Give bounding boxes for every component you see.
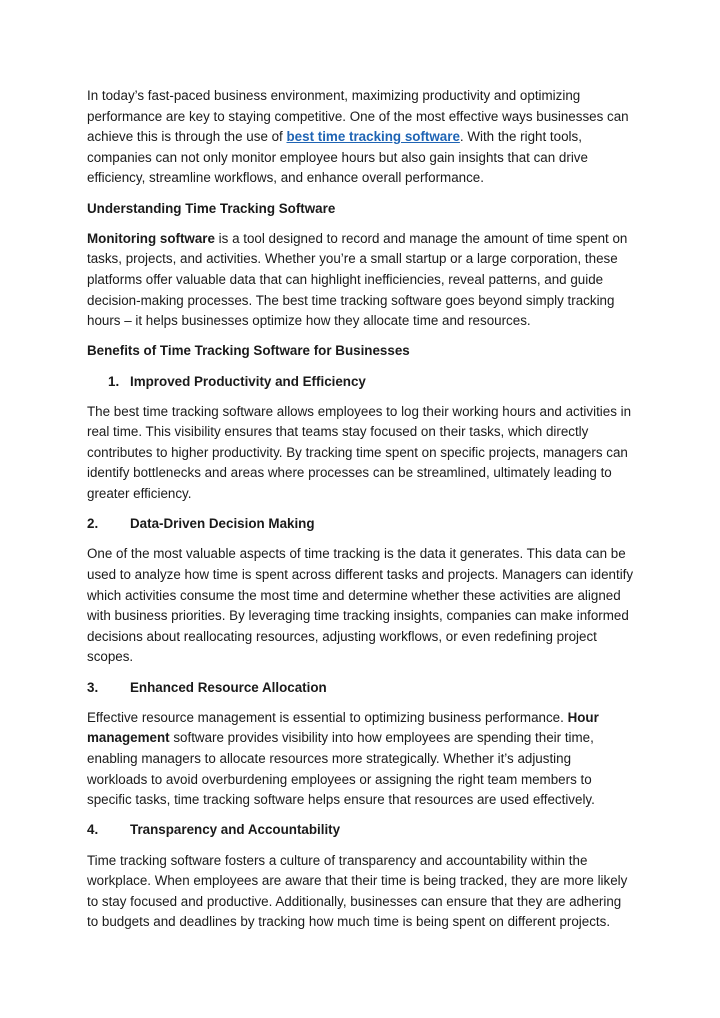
hour-management-term: Hour management [87,709,599,746]
benefit-3-text-start: Effective resource management is essential to optimizing business performance. [87,709,568,725]
list-number: 2. [87,516,99,532]
benefit-item-3-heading [87,678,635,699]
benefit-item-1-heading [87,372,635,393]
benefit-title: Transparency and Accountability [130,822,341,838]
benefit-3-text-end: software provides visibility into how employees are spending their time, enabling managers to allocate resources more strategically. Whether it’s adjusting workloads to avoid overburdening employees or assigning the right team members to specific tasks, time tracking software helps ensure that resources are used effectively. [87,730,595,808]
benefit-2-body: One of the most valuable aspects of time tracking is the data it generates. This data can be used to analyze how time is spent across different tasks and projects. Managers can identify which activities consume the most time and determine whether these activities are aligned with business priorities. By leveraging time tracking insights, companies can make informed decisions about reallocating resources, adjusting workflows, or even redefining project scopes. [87,546,634,665]
monitoring-software-term: Monitoring software [87,230,215,246]
benefit-item-4-heading [87,820,635,841]
intro-text-end: . With the right tools, companies can not only monitor employee hours but also gain insights that can drive efficiency, streamline workflows, and enhance overall performance. [87,129,588,186]
benefit-4-body: Time tracking software fosters a culture of transparency and accountability within the workplace. When employees are aware that their time is being tracked, they are more likely to stay focused and productive. Additionally, businesses can ensure that they are adhering to budgets and deadlines by tracking how much time is being spent on different projects. [87,852,628,930]
section-heading-benefits: Benefits of Time Tracking Software for Businesses [87,343,410,359]
benefit-title: Enhanced Resource Allocation [130,679,327,695]
benefit-3-body [87,708,635,811]
best-time-tracking-software-link[interactable]: best time tracking software [286,129,460,145]
list-number: 1. [108,373,120,389]
section-heading-understanding: Understanding Time Tracking Software [87,200,336,216]
benefit-title: Improved Productivity and Efficiency [130,373,366,389]
benefit-1-body: The best time tracking software allows employees to log their working hours and activities in real time. This visibility ensures that teams stay focused on their tasks, which directly contributes to higher productivity. By tracking time spent on specific projects, managers can identify bottlenecks and areas where processes can be streamlined, ultimately leading to greater efficiency. [87,403,632,502]
list-number: 3. [87,679,99,695]
benefit-item-2-heading [87,514,635,535]
monitoring-paragraph [87,229,635,332]
intro-paragraph [87,86,635,189]
monitoring-text: is a tool designed to record and manage the amount of time spent on tasks, projects, and activities. Whether you’re a small startup or a large corporation, these platforms offer valuable data that can highlight inefficiencies, reveal patterns, and guide decision-making processes. The best time tracking software goes beyond simply tracking hours – it helps businesses optimize how they allocate time and resources. [87,230,628,329]
list-number: 4. [87,822,99,838]
intro-text-start: In today’s fast-paced business environment, maximizing productivity and optimizing performance are key to staying competitive. One of the most effective ways businesses can achieve this is through the use of [87,88,629,145]
document-page [87,86,635,943]
benefit-title: Data-Driven Decision Making [130,516,315,532]
